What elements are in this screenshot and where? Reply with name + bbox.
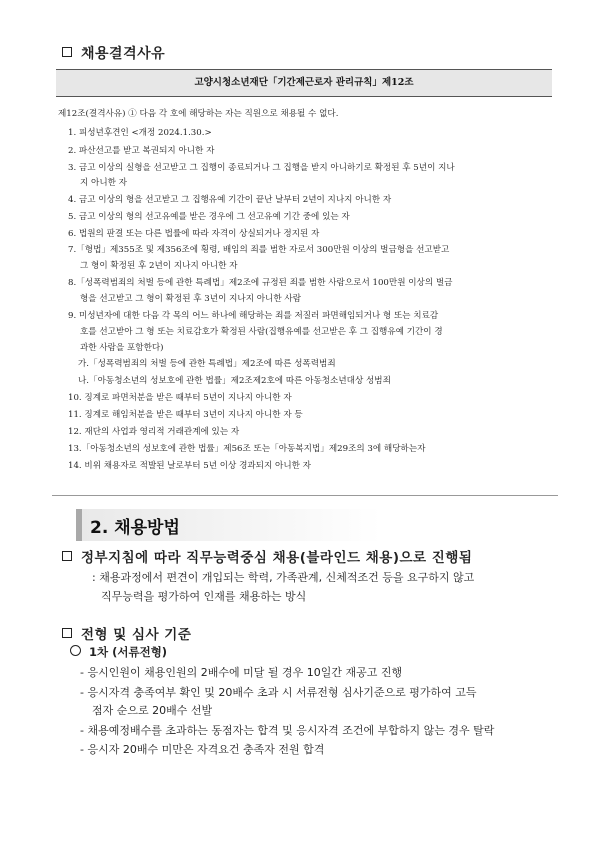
stage-heading [70,644,167,660]
subsection-heading-label: 정부지침에 따라 직무능력중심 채용(블라인드 채용)으로 진행됨 [81,550,473,566]
subsection-heading-label: 전형 및 심사 기준 [81,627,192,643]
rule-line: 6. 법원의 판결 또는 다른 법률에 따라 자격이 상실되거나 정지된 자 [68,229,320,239]
rule-line: 14. 비위 채용자로 적발된 날로부터 5년 이상 경과되지 아니한 자 [68,461,311,471]
subsection-heading-blind-hiring [62,546,472,566]
square-bullet-icon [62,628,72,638]
subsection-heading-screening [62,623,191,643]
stage-line: - 채용예정배수를 초과하는 동점자는 합격 및 응시자격 조건에 부합하지 않는 경우 탈락 [80,724,495,737]
section-divider [52,495,558,496]
rule-line: 10. 징계로 파면처분을 받은 때부터 5년이 지나지 아니한 자 [68,393,292,403]
section2-title: 2. 채용방법 [90,518,180,538]
rule-line: 3. 금고 이상의 실형을 선고받고 그 집행이 종료되거나 그 집행을 받지 아니하기로 확정된 후 5년이 지나 [68,163,455,173]
rule-line: 그 형이 확정된 후 2년이 지나지 아니한 자 [80,261,238,271]
rule-line: 과한 사람을 포함한다) [80,343,164,353]
stage-line: - 응시자 20배수 미만은 자격요건 충족자 전원 합격 [80,743,325,756]
rule-line: 11. 징계로 해임처분을 받은 때부터 3년이 지나지 아니한 자 등 [68,410,303,420]
rule-line: 지 아니한 자 [80,178,127,188]
stage-line: 점자 순으로 20배수 선발 [92,704,213,717]
rule-line: 가.「성폭력범죄의 처벌 등에 관한 특례법」제2조에 따른 성폭력범죄 [78,359,336,369]
rule-line: 5. 금고 이상의 형의 선고유예를 받은 경우에 그 선고유예 기간 중에 있는 자 [68,212,350,222]
rule-line: 8.「성폭력범죄의 처벌 등에 관한 특례법」제2조에 규정된 죄를 범한 사람으로서 100만원 이상의 벌금 [68,278,453,288]
rule-line: 12. 재단의 사업과 영리적 거래관계에 있는 자 [68,427,240,437]
square-bullet-icon [62,47,72,57]
rule-line: 4. 금고 이상의 형을 선고받고 그 집행유예 기간이 끝난 날부터 2년이 지나지 아니한 자 [68,195,392,205]
stage-line: - 응시자격 충족여부 확인 및 20배수 초과 시 서류전형 심사기준으로 평가하여 고득 [80,686,477,699]
rule-intro: 제12조(결격사유) ① 다음 각 호에 해당하는 자는 직원으로 채용될 수 없다. [58,109,339,119]
rule-line: 1. 피성년후견인 <개정 2024.1.30.> [68,128,212,138]
section2-title-bar [76,509,556,541]
section-heading-label: 채용결격사유 [81,46,166,62]
stage-line: - 응시인원이 채용인원의 2배수에 미달 될 경우 10일간 재공고 진행 [80,666,403,679]
rule-title: 고양시청소년재단「기간제근로자 관리규칙」제12조 [194,77,414,88]
body-line: : 채용과정에서 편견이 개입되는 학력, 가족관계, 신체적조건 등을 요구하지 않고 [92,571,475,584]
rule-line: 7.「형법」제355조 및 제356조에 횡령, 배임의 죄를 범한 자로서 300만원 이상의 벌금형을 선고받고 [68,245,450,255]
rule-line: 2. 파산선고를 받고 복권되지 아니한 자 [68,146,215,156]
section-heading-disqualification [62,43,165,63]
rule-line: 형을 선고받고 그 형이 확정된 후 3년이 지나지 아니한 사람 [80,294,301,304]
square-bullet-icon [62,551,72,561]
rule-line: 13.「아동청소년의 성보호에 관한 법률」제56조 또는「아동복지법」제29조의 3에 해당하는자 [68,444,426,454]
rule-line: 나.「아동청소년의 성보호에 관한 법률」제2조제2호에 따른 아동청소년대상 성범죄 [78,376,391,386]
circle-bullet-icon [70,645,81,656]
rule-line: 9. 미성년자에 대한 다음 각 목의 어느 하나에 해당하는 죄를 저질러 파면해임되거나 형 또는 치료감 [68,311,439,321]
stage-label: 1차 (서류전형) [89,645,168,659]
rule-title-box [56,69,552,97]
rule-line: 호를 선고받아 그 형 또는 치료감호가 확정된 사람(집행유예를 선고받은 후 그 집행유예 기간이 경 [80,327,443,337]
body-line: 직무능력을 평가하여 인재를 채용하는 방식 [101,590,307,603]
